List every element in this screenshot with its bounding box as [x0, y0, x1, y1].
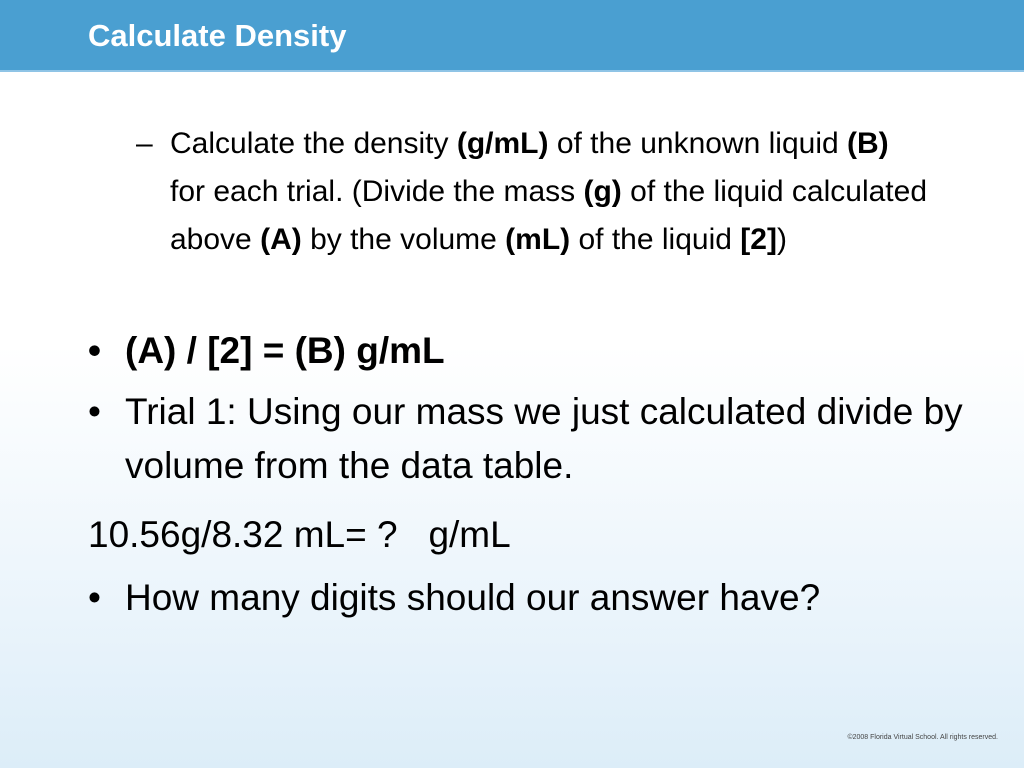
slide-title: Calculate Density [88, 18, 347, 53]
sub-bold-2: [2] [740, 223, 777, 256]
sub-bold-a: (A) [260, 223, 302, 256]
sub-bold-unit: (g/mL) [456, 127, 549, 160]
bullet-trial [88, 385, 968, 493]
dash-marker: – [136, 127, 153, 160]
sub-bold-ml: (mL) [505, 223, 571, 256]
sub-text-1: Calculate the density [170, 127, 457, 160]
sub-text-5: by the volume [301, 223, 506, 256]
copyright-notice: ©2008 Florida Virtual School. All rights reserved. [847, 734, 998, 741]
sub-text-6: of the liquid [570, 223, 741, 256]
formula-text: (A) / [2] = (B) g/mL [125, 330, 445, 371]
bullet-marker: • [88, 577, 101, 618]
equation-line: 10.56g/8.32 mL= ? g/mL [88, 514, 511, 555]
trial-text: Trial 1: Using our mass we just calculated divide by volume from the data table. [125, 391, 963, 486]
bullet-formula [88, 324, 968, 378]
sub-bullet-text [170, 120, 930, 264]
sub-bullet [136, 120, 936, 264]
question-text: How many digits should our answer have? [125, 577, 821, 618]
bullet-marker: • [88, 330, 101, 371]
bullet-question [88, 571, 968, 625]
sub-bold-g: (g) [583, 175, 622, 208]
sub-text-4: of the liquid calculated above [170, 175, 927, 256]
sub-bold-b: (B) [847, 127, 889, 160]
sub-text-2: of the unknown liquid [548, 127, 848, 160]
bullet-marker: • [88, 391, 101, 432]
sub-text-3: for each trial. (Divide the mass [170, 175, 584, 208]
sub-text-7: ) [776, 223, 787, 256]
